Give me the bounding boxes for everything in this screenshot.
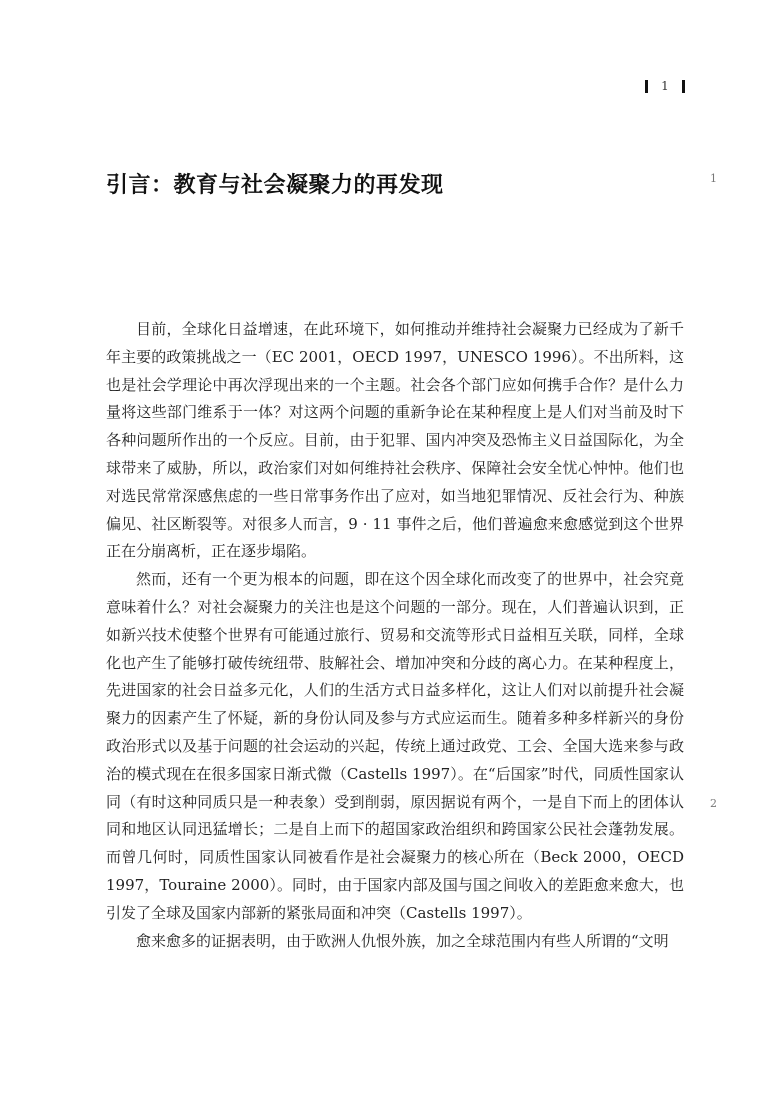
- running-header: [645, 78, 685, 94]
- page-number: 1: [661, 79, 669, 93]
- margin-note-1: 1: [710, 172, 717, 185]
- header-left-bar: [645, 80, 648, 93]
- paragraph-2: 然而，还有一个更为根本的问题，即在这个因全球化而改变了的世界中，社会究竟意味着什么？对社会凝聚力的关注也是这个问题的一部分。现在，人们普遍认识到，正如新兴技术使整个世界有可能通过旅行、贸易和交流等形式日益相互关联，同样，全球化也产生了能够打破传统纽带、肢解社会、增加冲突和分歧的离心力。在某种程度上，先进国家的社会日益多元化，人们的生活方式日益多样化，这让人们对以前提升社会凝聚力的因素产生了怀疑，新的身份认同及参与方式应运而生。随着多种多样新兴的身份政治形式以及基于问题的社会运动的兴起，传统上通过政党、工会、全国大选来参与政治的模式现在在很多国家日渐式微（Castells 1997）。在“后国家”时代，同质性国家认同（有时这种同质只是一种表象）受到削弱，原因据说有两个，一是自下而上的团体认同和地区认同迅猛增长；二是自上而下的超国家政治组织和跨国家公民社会蓬勃发展。而曾几何时，同质性国家认同被看作是社会凝聚力的核心所在（Beck 2000，OECD 1997，Touraine 2000）。同时，由于国家内部及国与国之间收入的差距愈来愈大，也引发了全球及国家内部新的紧张局面和冲突（Castells 1997）。: [106, 570, 684, 922]
- paragraph-3: 愈来愈多的证据表明，由于欧洲人仇恨外族，加之全球范围内有些人所谓的“文明: [136, 931, 669, 950]
- header-right-bar: [682, 80, 685, 93]
- chapter-title: 引言：教育与社会凝聚力的再发现: [106, 173, 444, 198]
- margin-note-2: 2: [710, 797, 717, 810]
- paragraph-1: 目前，全球化日益增速，在此环境下，如何推动并维持社会凝聚力已经成为了新千年主要的政策挑战之一（EC 2001，OECD 1997，UNESCO 1996）。不出所料，这也是社会学理论中再次浮现出来的一个主题。社会各个部门应如何携手合作？是什么力量将这些部门维系于一体？对这两个问题的重新争论在某种程度上是人们对当前及时下各种问题所作出的一个反应。目前，由于犯罪、国内冲突及恐怖主义日益国际化，为全球带来了威胁，所以，政治家们对如何维持社会秩序、保障社会安全忧心忡忡。他们也对选民常常深感焦虑的一些日常事务作出了应对，如当地犯罪情况、反社会行为、种族偏见、社区断裂等。对很多人而言，9 · 11 事件之后，他们普遍愈来愈感觉到这个世界正在分崩离析，正在逐步塌陷。: [106, 320, 684, 561]
- body-text: [106, 316, 684, 955]
